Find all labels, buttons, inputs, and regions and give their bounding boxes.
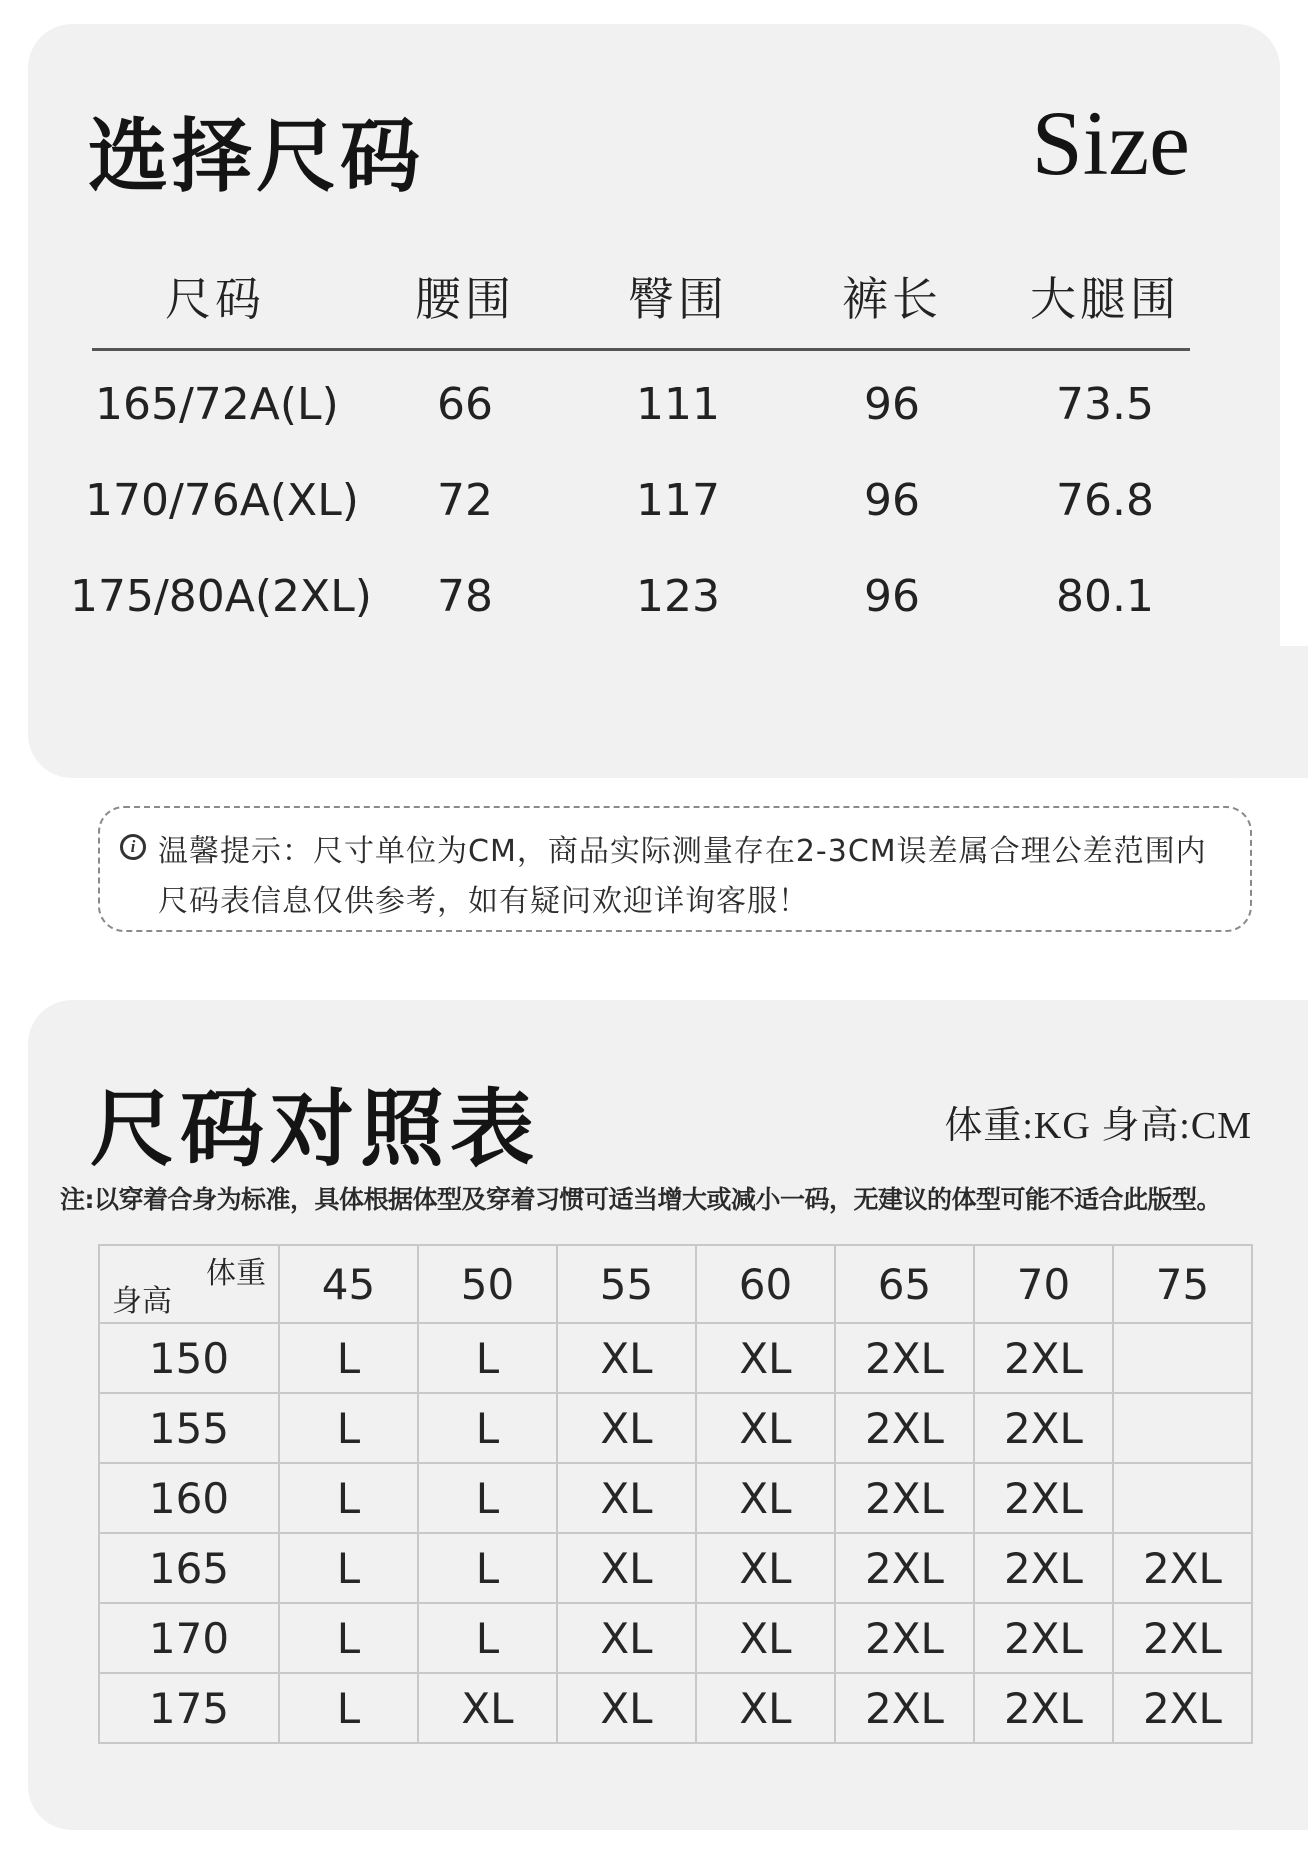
panel-edge (1240, 646, 1308, 778)
size-cell: L (279, 1463, 418, 1533)
size-cell: L (418, 1533, 557, 1603)
size-cell: 2XL (974, 1323, 1113, 1393)
height-cell: 150 (99, 1323, 279, 1393)
size-cell: 2XL (835, 1393, 974, 1463)
weight-header: 50 (418, 1245, 557, 1323)
size-cell (1113, 1393, 1252, 1463)
fit-note: 注:以穿着合身为标准，具体根据体型及穿着习惯可适当增大或减小一码，无建议的体型可能不适合此版型。 (60, 1185, 1222, 1214)
height-row (99, 1673, 1252, 1743)
height-cell: 155 (99, 1393, 279, 1463)
size-grid (98, 1244, 1253, 1744)
length-cell: 96 (864, 379, 920, 430)
measure-row (0, 456, 1308, 546)
size-cell: 2XL (974, 1463, 1113, 1533)
thigh-cell: 76.8 (1056, 475, 1154, 526)
size-cell: 2XL (974, 1533, 1113, 1603)
size-cell: 2XL (974, 1393, 1113, 1463)
height-cell: 175 (99, 1673, 279, 1743)
weight-header: 75 (1113, 1245, 1252, 1323)
thigh-cell: 73.5 (1056, 379, 1154, 430)
thigh-cell: 80.1 (1056, 571, 1154, 622)
column-header: 腰围 (415, 272, 515, 326)
hip-cell: 117 (636, 475, 720, 526)
height-row (99, 1393, 1252, 1463)
size-cell: L (279, 1323, 418, 1393)
size-cell: XL (696, 1393, 835, 1463)
column-header: 臀围 (628, 272, 728, 326)
size-cell: XL (557, 1323, 696, 1393)
size-cell: L (418, 1393, 557, 1463)
size-cell: 2XL (835, 1603, 974, 1673)
size-cell: XL (557, 1673, 696, 1743)
size-cell: XL (557, 1393, 696, 1463)
size-cell: 2XL (835, 1323, 974, 1393)
size-cell: XL (557, 1463, 696, 1533)
size-cell: 175/80A(2XL) (70, 571, 372, 622)
size-cell: XL (696, 1463, 835, 1533)
length-cell: 96 (864, 571, 920, 622)
waist-cell: 78 (437, 571, 493, 622)
weight-header: 45 (279, 1245, 418, 1323)
notice-text: 温馨提示：尺寸单位为CM，商品实际测量存在2-3CM误差属合理公差范围内 (158, 834, 1207, 869)
size-cell: 2XL (1113, 1603, 1252, 1673)
size-cell: 2XL (974, 1673, 1113, 1743)
size-cell: L (279, 1393, 418, 1463)
size-cell: L (279, 1533, 418, 1603)
size-cell: L (418, 1463, 557, 1533)
size-cell (1113, 1463, 1252, 1533)
size-cell: L (279, 1673, 418, 1743)
size-cell: XL (557, 1603, 696, 1673)
weight-header: 60 (696, 1245, 835, 1323)
size-cell: XL (418, 1673, 557, 1743)
column-header: 裤长 (842, 272, 942, 326)
size-cell: L (279, 1603, 418, 1673)
waist-cell: 66 (437, 379, 493, 430)
info-icon: i (120, 834, 146, 860)
height-axis-label: 身高 (112, 1284, 172, 1319)
size-cell: XL (696, 1603, 835, 1673)
hip-cell: 111 (636, 379, 720, 430)
waist-cell: 72 (437, 475, 493, 526)
weight-header-row (99, 1245, 1252, 1323)
size-cell: 2XL (835, 1533, 974, 1603)
hip-cell: 123 (636, 571, 720, 622)
weight-axis-label: 体重 (206, 1256, 266, 1291)
page-title: 选择尺码 (88, 110, 424, 203)
column-header: 尺码 (165, 272, 265, 326)
notice-box (98, 806, 1252, 932)
height-cell: 160 (99, 1463, 279, 1533)
size-word: Size (1031, 92, 1190, 194)
size-cell: 165/72A(L) (95, 379, 339, 430)
measure-row (0, 360, 1308, 450)
size-cell: 2XL (974, 1603, 1113, 1673)
size-cell: 170/76A(XL) (85, 475, 359, 526)
size-cell: 2XL (1113, 1533, 1252, 1603)
size-cell: XL (696, 1673, 835, 1743)
notice-text: 尺码表信息仅供参考，如有疑问欢迎详询客服！ (158, 884, 809, 919)
height-row (99, 1463, 1252, 1533)
header-divider (92, 348, 1190, 351)
size-cell: L (418, 1603, 557, 1673)
size-cell: 2XL (835, 1673, 974, 1743)
size-cell: 2XL (835, 1463, 974, 1533)
height-row (99, 1323, 1252, 1393)
height-row (99, 1603, 1252, 1673)
size-cell (1113, 1323, 1252, 1393)
measure-row (0, 552, 1308, 642)
measure-table-header (0, 254, 1308, 344)
length-cell: 96 (864, 475, 920, 526)
height-cell: 170 (99, 1603, 279, 1673)
height-row (99, 1533, 1252, 1603)
size-cell: 2XL (1113, 1673, 1252, 1743)
size-cell: L (418, 1323, 557, 1393)
weight-header: 65 (835, 1245, 974, 1323)
height-cell: 165 (99, 1533, 279, 1603)
chart-title: 尺码对照表 (90, 1080, 541, 1178)
size-cell: XL (696, 1323, 835, 1393)
size-cell: XL (557, 1533, 696, 1603)
column-header: 大腿围 (1030, 272, 1180, 326)
corner-cell (99, 1245, 279, 1323)
unit-label: 体重:KG 身高:CM (944, 1105, 1252, 1147)
weight-header: 70 (974, 1245, 1113, 1323)
size-cell: XL (696, 1533, 835, 1603)
weight-header: 55 (557, 1245, 696, 1323)
